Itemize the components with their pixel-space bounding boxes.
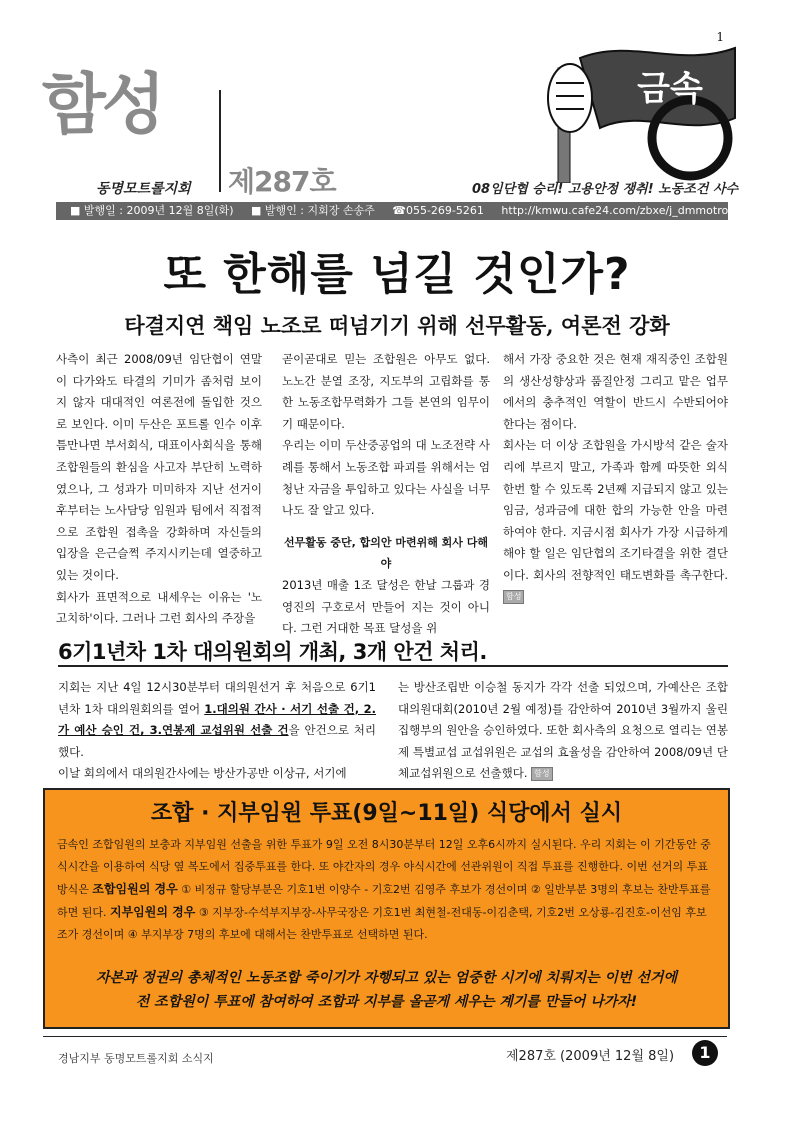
- vote-body: [57, 834, 717, 946]
- paragraph: 해서 가장 중요한 것은 현재 재직중인 조합원의 생산성향상과 품질안정 그리고 맡은 업무에서의 충추적인 역할이 반드시 수반되어야 한다는 점이다.: [503, 352, 728, 431]
- phone: ☎055-269-5261: [392, 204, 484, 217]
- headline: 또 한해를 넘길 것인가?: [163, 249, 631, 300]
- text: 을 안건으로 처리 했다.: [58, 723, 376, 759]
- text: ① 비정규 할당부분은 기호1번 이양수 - 기호2번 김영주 후보가 경선이며 ② 일반부분 3명의 후보는 찬반투표를 하면 된다.: [57, 883, 711, 919]
- issue-number: 제287호: [228, 165, 336, 198]
- call-line: 자본과 정권의 총체적인 노동조합 죽이기가 자행되고 있는 엄중한 시기에 치뤄지는 이번 선거에: [95, 970, 678, 986]
- paragraph: 우리는 이미 두산중공업의 대 노조전략 사례를 통해서 노동조합 파괴를 위해서는 엄청난 자금을 투입하고 있다는 사실을 너무나도 잘 알고 있다.: [282, 438, 490, 518]
- page-number: 1: [716, 30, 724, 44]
- agenda-items: 1.대의원 간사 · 서기 선출 건, 2.가 예산 승인 건, 3.연봉제 교섭위원 선출 건: [58, 701, 376, 738]
- bold-label: 조합임원의 경우: [92, 882, 178, 896]
- slogan: 08임단협 승리! 고용안정 쟁취! 노동조건 사수: [472, 182, 739, 197]
- publish-date: ■ 발행일 : 2009년 12월 8일(화): [70, 204, 234, 217]
- publisher: ■ 발행인 : 지회장 손송주: [251, 204, 375, 217]
- paragraph: 회사가 표면적으로 내세우는 이유는 '노고치하'이다. 그러나 그런 회사의 주장을: [56, 589, 262, 626]
- source-tag: 함성: [531, 767, 552, 781]
- footer-publication: 경남지부 동명모트롤지회 소식지: [58, 1052, 214, 1065]
- article-column-3: [503, 349, 728, 608]
- footer-issue: 제287호 (2009년 12월 8일): [506, 1049, 675, 1064]
- text: 금속인 조합임원의 보충과 지부임원 선출을 위한 투표가 9일 오전 8시30분부터 12일 오후6시까지 실시된다. 우리 지회는 이 기간동안 중식시간을 이용하여 식당 옆 복도에서 집중투표를 한다. 또 야간자의 경우 야식시간에 선관위원이 직접 투표를 진행한다. 이번 선거의 투표방식은: [57, 838, 711, 896]
- sub-heading: 선무활동 중단, 합의안 마련위해 회사 다해야: [284, 535, 488, 571]
- bold-label: 지부임원의 경우: [110, 905, 196, 919]
- footer-rule: [43, 1036, 727, 1037]
- paragraph: 곧이곧대로 믿는 조합원은 아무도 없다. 노노간 분열 조장, 지도부의 고립화를 통한 노동조합무력화가 그들 본연의 임무이기 때문이다.: [282, 352, 490, 431]
- source-tag: 함성: [503, 590, 524, 604]
- call-line: 전 조합원이 투표에 참여하여 조합과 지부를 올곧게 세우는 계기를 만들어 나가자!: [135, 994, 638, 1010]
- section-title: 6기1년차 1차 대의원회의 개최, 3개 안건 처리.: [58, 640, 487, 664]
- article-column-1: [56, 349, 262, 630]
- masthead-subtitle: 동명모트롤지회: [96, 181, 191, 197]
- flag-text: 금속: [637, 69, 703, 109]
- article-column-2: [282, 349, 490, 640]
- paragraph: 사측이 최근 2008/09년 임단협이 연말이 다가와도 타결의 기미가 좀처럼 보이지 않자 대대적인 여론전에 돌입한 것으로 보인다. 이미 두산은 포트롤 인수 이후 틈만나면 부서회식, 대표이사회식을 통해 조합원들의 환심을 사고자 부단히 노력하였으나, 그 성과가 미미하자 지난 선거이후부터는 노사담당 임원과 팀에서 직접적으로 조합원 접촉을 강화하며 자신들의 입장을 은근슬쩍 주지시키는데 열중하고 있는 것이다.: [56, 352, 262, 582]
- website-url: http://kmwu.cafe24.com/zbxe/j_dmmotrol/: [501, 204, 735, 217]
- masthead-title: 함성: [42, 66, 162, 143]
- text: 지회는 지난 4일 12시30분부터 대의원선거 후 처음으로 6기1년차 1차 대의원회의를 열어: [58, 680, 376, 716]
- section-rule: [58, 665, 728, 667]
- paragraph: 회사는 더 이상 조합원을 가시방석 같은 술자리에 부르지 말고, 가족과 함께 따뜻한 외식한번 할 수 있도록 2년째 지급되지 않고 있는 임금, 성과금에 대한 합의 가능한 안을 마련하여야 한다. 지금시점 회사가 가장 시급하게 해야 할 일은 임단협의 조기타결을 위한 결단이다. 회사의 전향적인 태도변화를 촉구한다.: [503, 438, 728, 582]
- text: ③ 지부장-수석부지부장-사무국장은 기호1번 최현철-전대동-이김춘택, 기호2번 오상룡-김진호-이선임 후보조가 경선이며 ④ 부지부장 7명의 후보에 대해서는 찬반투표로 선택하면 된다.: [57, 906, 707, 941]
- union-flag-logo: [540, 38, 740, 183]
- vote-call-to-action: [45, 966, 728, 1014]
- paragraph: 이날 회의에서 대의원간사에는 방산가공반 이상규, 서기에: [58, 766, 347, 781]
- subheadline: 타결지연 책임 노조로 떠넘기기 위해 선무활동, 여론전 강화: [124, 313, 670, 338]
- paragraph: 는 방산조립반 이승철 동지가 각각 선출 되었으며, 가예산은 조합 대의원대회(2010년 2월 예정)를 감안하여 2010년 3월까지 울린 집행부의 원안을 승인하였다. 또한 회사측의 요청으로 열리는 연봉제 특별교섭 교섭위원은 교섭의 효율성을 감안하여 2008/09년 단체교섭위원으로 선출했다.: [398, 680, 728, 781]
- vote-notice-box: [43, 788, 730, 1029]
- masthead-divider: [219, 90, 221, 192]
- paragraph: 2013년 매출 1조 달성은 한날 그룹과 경영진의 구호로서 만들어 지는 것이 아니다. 그런 거대한 목표 달성을 위: [282, 577, 490, 636]
- vote-title: 조합 · 지부임원 투표(9일~11일) 식당에서 실시: [150, 801, 623, 826]
- article2-left-column: [58, 677, 376, 785]
- footer-page-number: 1: [692, 1040, 718, 1066]
- article2-right-column: [398, 677, 728, 785]
- info-bar: [56, 202, 735, 220]
